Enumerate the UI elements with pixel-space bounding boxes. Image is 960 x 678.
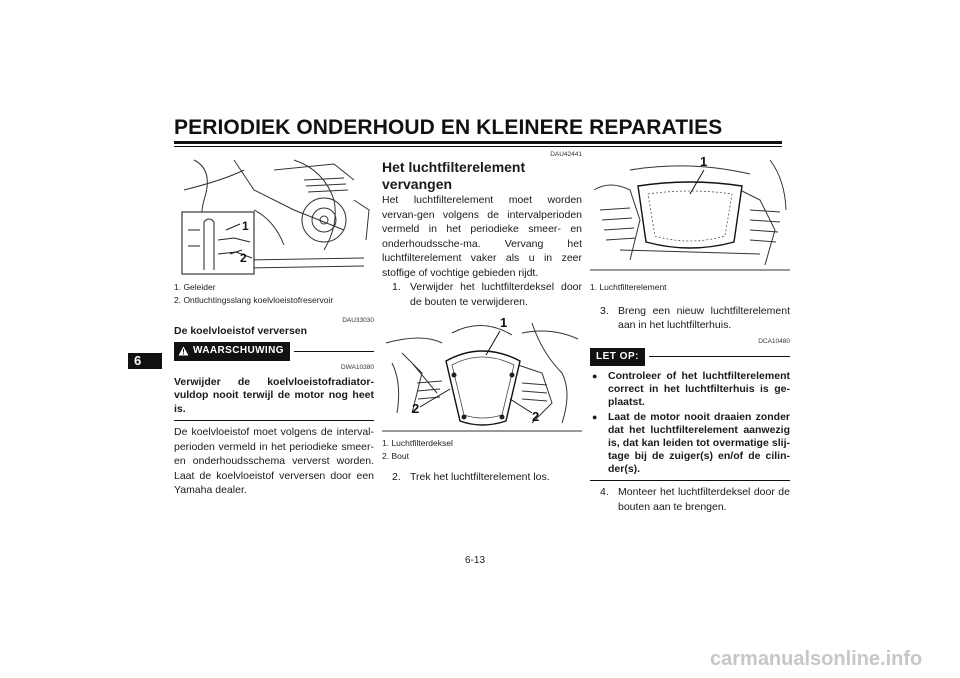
figure-label-2: 2 <box>240 251 247 265</box>
step-4-number: 4. <box>600 486 609 498</box>
coolant-reservoir-figure <box>174 150 374 278</box>
note-banner <box>590 348 790 367</box>
section-heading-airfilter: Het luchtfilterelement vervangen <box>382 159 526 192</box>
section-code: DAU33030 <box>342 317 374 324</box>
section-code-airfilter: DAU42441 <box>550 151 582 158</box>
step-2 <box>382 470 582 485</box>
step-1-number: 1. <box>392 281 401 293</box>
figure-label-element: 1 <box>700 154 708 169</box>
page-number: 6-13 <box>465 555 486 566</box>
step-2-number: 2. <box>392 471 401 483</box>
header-rule <box>174 141 782 144</box>
warning-text: Verwijder de koelvloeistofradiator-vuldop nooit terwijl de motor nog heet is. <box>174 375 374 415</box>
figure-caption-2: 2. Ontluchtingsslang koelvloeistofreservoir <box>174 294 334 305</box>
warning-rule <box>294 351 374 352</box>
warning-label <box>174 342 290 361</box>
bullet-dot-1: ● <box>592 371 598 381</box>
figure-caption-cover: 1. Luchtfilterdeksel <box>382 438 453 448</box>
figure-label-cover: 1 <box>500 315 508 330</box>
step-1 <box>382 280 582 309</box>
step-1-text: Verwijder het luchtfilterdeksel door de bouten te verwijderen. <box>410 281 582 308</box>
note-bullet-2-text: Laat de motor nooit draaien zonder dat het luchtfilterelement aanwezig is, dat kan leiden tot overmatige slij-tage bij de zuiger(s) en/of de cilin-der(s). <box>608 411 790 475</box>
figure-label-bolt-right: 2 <box>532 409 540 424</box>
note-rule <box>649 356 790 357</box>
note-bullet-1 <box>590 370 790 409</box>
warning-banner <box>174 342 374 361</box>
middle-column <box>382 150 582 485</box>
step-3-text: Breng een nieuw luchtfilterelement aan in het luchtfilterhuis. <box>618 304 790 331</box>
step-3 <box>590 304 790 333</box>
chapter-tab: 6 <box>128 353 162 369</box>
step-4-text: Monteer het luchtfilterdeksel door de bouten aan te brengen. <box>618 486 790 513</box>
airfilter-cover-figure <box>382 313 582 437</box>
warning-end-rule <box>174 420 374 421</box>
header-rule-thin <box>174 146 782 147</box>
warning-triangle-icon <box>178 346 189 356</box>
warning-code: DWA10380 <box>341 363 374 371</box>
page-header-title: PERIODIEK ONDERHOUD EN KLEINERE REPARATIES <box>174 116 723 139</box>
note-bullet-2 <box>590 411 790 476</box>
airfilter-element-figure <box>590 150 790 278</box>
step-4 <box>590 485 790 514</box>
step-2-text: Trek het luchtfilterelement los. <box>410 471 550 483</box>
right-column <box>590 150 790 514</box>
left-column <box>174 150 374 498</box>
note-end-rule <box>590 480 790 481</box>
note-bullet-1-text: Controleer of het luchtfilterelement correct in het luchtfilterhuis is ge-plaatst. <box>608 370 790 408</box>
figure-label-1: 1 <box>242 219 249 233</box>
watermark: carmanualsonline.info <box>710 648 923 670</box>
coolant-body-text: De koelvloeistof moet volgens de interval-perioden vermeld in het periodieke smeer- en onderhoudsschema ververst worden. Laat de koelvloeistof verversen door een Yamaha dealer. <box>174 426 374 496</box>
figure-label-bolt-left: 2 <box>412 401 420 416</box>
section-heading-coolant: De koelvloeistof verversen <box>174 325 308 337</box>
note-label: LET OP: <box>590 348 645 367</box>
bullet-dot-2: ● <box>592 412 598 422</box>
figure-caption-bolt: 2. Bout <box>382 450 409 461</box>
step-3-number: 3. <box>600 304 609 317</box>
airfilter-body-text: Het luchtfilterelement moet worden vervan-gen volgens de intervalperioden vermeld in het periodieke smeer- en onderhoudssche-ma. Vervang het luchtfilterelement vaker als u in zeer stoffige of vochtige gebieden rijdt. <box>382 194 582 279</box>
warning-label-text: WAARSCHUWING <box>193 345 284 356</box>
figure-caption-element: 1. Luchtfilterelement <box>590 282 667 292</box>
note-code: DCA10480 <box>758 337 790 345</box>
figure-caption-1: 1. Geleider <box>174 282 216 292</box>
